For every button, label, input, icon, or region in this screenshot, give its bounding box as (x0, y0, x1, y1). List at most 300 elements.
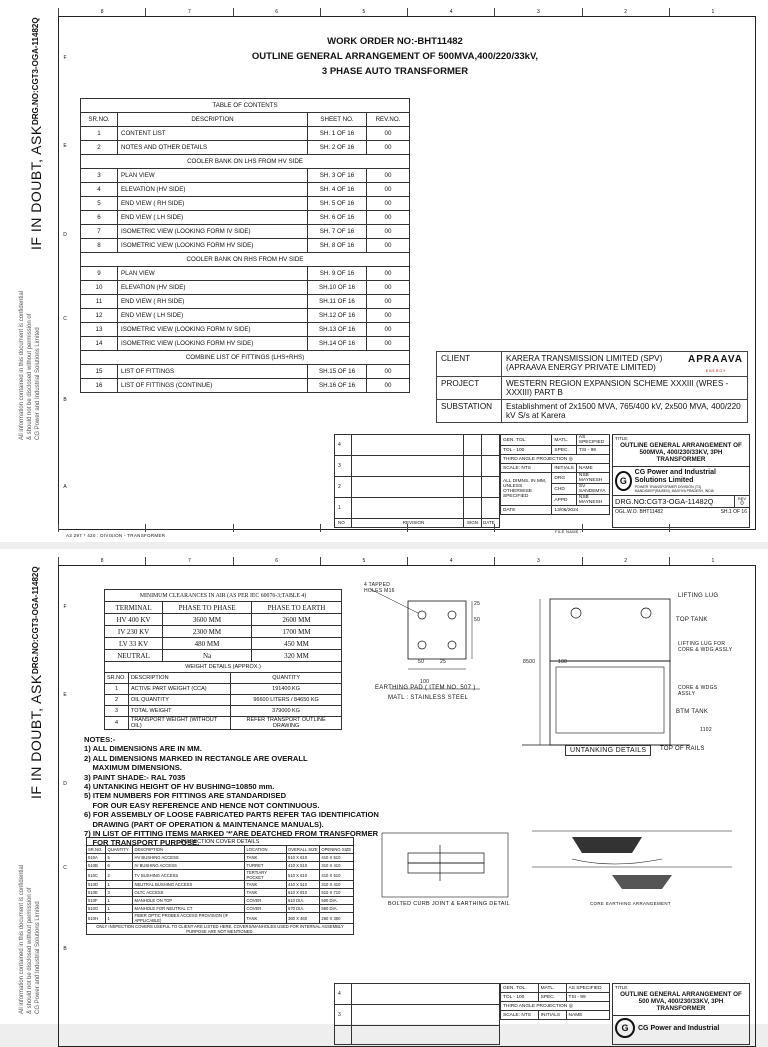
revision-row: 3 (335, 456, 499, 477)
column-marker: 5 (320, 8, 407, 16)
inspection-footnote: ONLY INSPECTION COVERS USEFUL TO CLIENT ARE LISTED HERE, COVERS/MANHOLES USED FOR INTERNAL ASSEMBLY PURPOSE ARE NOT MENTIONED. (87, 924, 354, 935)
table-row (81, 141, 410, 155)
row-marker: D (63, 232, 67, 238)
note-line: 7) IN LIST OF FITTING ITEMS MARKED '*'ARE DEATCHED FROM TRANSFORMER (84, 829, 379, 839)
table-cell: 00 (367, 309, 410, 323)
column-marker: 3 (494, 557, 581, 565)
table-row (87, 889, 354, 897)
drg-initials: NSB (578, 473, 589, 478)
table-cell: ISOMETRIC VIEW (LOOKING FORM IV SIDE) (118, 323, 308, 337)
table-row (87, 862, 354, 870)
toc-section-row (81, 253, 410, 267)
table-row (81, 183, 410, 197)
column-marker (494, 524, 581, 532)
table-cell: ISOMETRIC VIEW (LOOKING FORM HV SIDE) (118, 239, 308, 253)
column-marker: 8 (58, 557, 145, 565)
column-marker (233, 524, 320, 532)
table-cell: 14 (81, 337, 118, 351)
note-line: 3) PAINT SHADE:- RAL 7035 (84, 772, 186, 782)
drawing-title (230, 34, 560, 79)
table-row (81, 379, 410, 393)
table-row (81, 197, 410, 211)
column-marker: 1 (669, 8, 756, 16)
toc-heading-row (81, 99, 410, 113)
toc-heading: TABLE OF CONTENTS (81, 99, 410, 113)
column-marker: 2 (582, 557, 669, 565)
confidential-line: All information contained in this document is confidential (19, 290, 25, 440)
column-marker (320, 524, 407, 532)
table-cell: 1 (106, 913, 133, 924)
note-line: 2) ALL DIMENSIONS MARKED IN RECTANGLE ARE OVERALL (84, 753, 308, 763)
revision-row: 4 (335, 984, 499, 1005)
table-cell: END VIEW ( LH SIDE) (118, 211, 308, 225)
table-row (87, 897, 354, 905)
row-marker: F (63, 55, 67, 61)
table-cell: NOTES AND OTHER DETAILS (118, 141, 308, 155)
gen-tol-label: GEN. TOL. (501, 435, 552, 446)
row-marker: B (63, 397, 67, 403)
spec-value: TSI - 99 (566, 993, 609, 1002)
table-row (105, 706, 342, 717)
chd-name: SANDEMYA (578, 489, 606, 494)
inspection-heading: INSPECTION COVER DETAILS (87, 838, 354, 846)
chd-signoff (576, 484, 609, 495)
confidential-note (18, 291, 42, 440)
table-cell: 4 (105, 717, 129, 730)
table-row (81, 169, 410, 183)
table-cell: 2 (81, 141, 118, 155)
if-in-doubt-ask: IF IN DOUBT, ASK (28, 125, 44, 250)
table-cell: SH.12 OF 16 (308, 309, 367, 323)
table-cell: 2 (105, 695, 129, 706)
note-line: FOR TRANSPORT PURPOSE. (84, 838, 200, 848)
chd-label: CHD (552, 484, 576, 495)
toc-section-row (81, 351, 410, 365)
matl-value: AS SPECIFIED (576, 435, 609, 446)
core-earthing-caption: CORE EARTHING ARRANGEMENT (590, 901, 671, 906)
title-label: TITLE: (615, 436, 629, 441)
initials-header: INITIALS (538, 1011, 566, 1020)
spec-value: TSI - 99 (576, 446, 609, 455)
table-cell: TERTIARY POCKET (245, 870, 287, 881)
table-cell: 410 X 510 (320, 870, 354, 881)
table-row (87, 854, 354, 862)
column-marker: 1 (669, 557, 756, 565)
table-cell: NEUTRAL (105, 650, 163, 662)
name-header: NAME (566, 1011, 609, 1020)
table-cell: 510H (87, 913, 106, 924)
dims-note: ALL DIMNS. IN MM, UNLESS OTHERWISE SPECIFIED (501, 473, 552, 506)
table-cell: 1 (106, 905, 133, 913)
table-cell: SH. 1 OF 16 (308, 127, 367, 141)
table-cell: 00 (367, 365, 410, 379)
column-marker: 3 (494, 8, 581, 16)
title-block (612, 434, 750, 528)
tapped-holes-label: 4 TAPPED HOLES M16 (364, 582, 395, 594)
column-marker: 7 (145, 8, 232, 16)
column-ruler-top (58, 557, 756, 565)
cg-logo-icon: G (615, 471, 632, 491)
projection-label: THIRD ANGLE PROJECTION (503, 1003, 568, 1009)
column-header: QUANTITY (106, 846, 133, 854)
column-header: PHASE TO PHASE (163, 602, 252, 614)
ogl-value: BHT11482 (639, 509, 663, 515)
column-marker: 4 (407, 8, 494, 16)
table-cell: 510 X 610 (286, 870, 319, 881)
table-cell: IV BUSHING ACCESS (133, 862, 245, 870)
sign-header: SIGN (467, 520, 479, 525)
company-name: CG Power and Industrial Solutions Limited (634, 469, 716, 484)
projection-cell (501, 1002, 610, 1011)
untanking-drawing (510, 585, 750, 765)
table-cell: MANHOLE FOR NEUTRAL CT (133, 905, 245, 913)
table-cell: LIST OF FITTINGS (118, 365, 308, 379)
table-cell: 00 (367, 379, 410, 393)
lifting-core-label: LIFTING LUG FOR CORE & WDG ASSLY (678, 641, 733, 653)
table-cell: 260 X 360 (320, 913, 354, 924)
table-cell: 00 (367, 281, 410, 295)
table-cell: 670 DIA. (286, 905, 319, 913)
ogl-label: OGL.W.O. (615, 509, 639, 515)
column-ruler-bottom (58, 524, 756, 532)
lifting-lug-label: LIFTING LUG (678, 593, 719, 599)
column-header: QUANTITY (231, 673, 342, 684)
core-label: CORE & WDGS ASSLY (678, 685, 718, 697)
projection-cell (501, 455, 610, 464)
appd-label: APPD (552, 495, 576, 506)
drg-signoff (576, 473, 609, 484)
table-cell: 8 (81, 239, 118, 253)
table-row (81, 337, 410, 351)
table-cell: 379000 KG (231, 706, 342, 717)
table-cell: 1 (106, 881, 133, 889)
table-cell: ACTIVE PART WEIGHT (CCA) (128, 684, 230, 695)
table-cell: SH.10 OF 16 (308, 281, 367, 295)
scale-label: SCALE: NTS (501, 464, 552, 473)
table-cell: 320 MM (251, 650, 341, 662)
row-marker: B (63, 946, 67, 952)
vertical-drawing-number: DRG.NO:CGT3-OGA-11482Q (31, 566, 40, 674)
table-cell: 410 X 510 (286, 881, 319, 889)
drawing-number: DRG.NO:CGT3-OGA-11482Q (615, 497, 714, 506)
table-cell: IV 230 KV (105, 626, 163, 638)
table-cell: HV BUSHING ACCESS (133, 854, 245, 862)
table-cell: 3 (81, 169, 118, 183)
column-marker: 6 (233, 8, 320, 16)
table-row (105, 638, 342, 650)
table-cell: MANHOLE ON TOP (133, 897, 245, 905)
vertical-drawing-number: DRG.NO:CGT3-OGA-11482Q (31, 17, 40, 125)
table-row (81, 281, 410, 295)
note-line: NOTES:- (84, 735, 116, 744)
tolerance-block (500, 434, 610, 515)
table-cell: 510 X 610 (286, 854, 319, 862)
table-row (105, 626, 342, 638)
toc-section-label: COOLER BANK ON LHS FROM HV SIDE (81, 155, 410, 169)
table-cell: CONTENT LIST (118, 127, 308, 141)
clearance-heading: MINIMUM CLEARANCES IN AIR (AS PER IEC 60076-3;TABLE 4) (105, 590, 342, 602)
sheet-number: SH.1 OF 16 (720, 509, 747, 515)
column-ruler-top (58, 8, 756, 16)
spec-label: SPEC. (552, 446, 576, 455)
column-marker (582, 524, 669, 532)
revision-row: 3 (335, 1005, 499, 1026)
table-cell: LIST OF FITTINGS (CONTINUE) (118, 379, 308, 393)
title-line: OUTLINE GENERAL ARRANGEMENT OF 500MVA,400/220/33kV, (251, 51, 539, 62)
revision-row: 4 (335, 435, 499, 456)
table-cell: 510C (87, 870, 106, 881)
table-cell: TOTAL WEIGHT (128, 706, 230, 717)
table-cell: SH.16 OF 16 (308, 379, 367, 393)
apraava-logo: APRAAVA (688, 354, 743, 365)
table-cell: 00 (367, 141, 410, 155)
table-cell: ISOMETRIC VIEW (LOOKING FORM IV SIDE) (118, 225, 308, 239)
column-header: DESCRIPTION (133, 846, 245, 854)
column-marker: 5 (320, 557, 407, 565)
earthing-pad-label: EARTHING PAD ( ITEM NO. 507 ) (375, 685, 476, 691)
table-cell: SH.13 OF 16 (308, 323, 367, 337)
table-cell: 510A (87, 854, 106, 862)
appd-initials: NSB (578, 495, 589, 500)
toc-section-row (81, 155, 410, 169)
curb-joint-drawing (380, 831, 510, 899)
table-cell: 12 (81, 309, 118, 323)
table-cell: 610 DIA. (286, 897, 319, 905)
logo-subtitle: E N E R G Y (705, 369, 726, 373)
note-line: FOR OUR EASY REFERENCE AND HENCE NOT CONTINUOUS. (84, 800, 320, 810)
column-header: SR.NO. (87, 846, 106, 854)
initials-header: INITIALS (552, 464, 576, 473)
project-info-table (436, 351, 748, 423)
table-cell: PLAN VIEW (118, 169, 308, 183)
table-cell: Na (163, 650, 252, 662)
column-marker (407, 524, 494, 532)
table-cell: TANK (245, 913, 287, 924)
projection-label: THIRD ANGLE PROJECTION (503, 456, 568, 462)
client-cell (502, 352, 748, 377)
table-row (87, 913, 354, 924)
table-cell: SH. 4 OF 16 (308, 183, 367, 197)
earthing-pad-material: MATL : STAINLESS STEEL (388, 695, 469, 701)
table-cell: PLAN VIEW (118, 267, 308, 281)
client-label: CLIENT (437, 352, 502, 377)
table-cell: 3 (105, 706, 129, 717)
table-cell: 610 X 810 (286, 889, 319, 897)
rev-no-header: NO (338, 520, 345, 525)
project-label: PROJECT (437, 377, 502, 400)
sheet-footer: A3 297 * 420 : DIVISION - TRANSFORMER (66, 533, 166, 538)
table-cell: 00 (367, 169, 410, 183)
substation-label: SUBSTATION (437, 400, 502, 423)
drawing-sheet-2 (0, 549, 768, 1033)
dimension-label: 50 (418, 659, 425, 665)
company-name: CG Power and Industrial (638, 1024, 720, 1032)
drg-label: DRG (552, 473, 576, 484)
row-marker: C (63, 316, 67, 322)
table-row (105, 614, 342, 626)
table-cell: 11 (81, 295, 118, 309)
table-cell: 10 (81, 281, 118, 295)
general-notes (84, 735, 379, 848)
note-line: 5) ITEM NUMBERS FOR FITTINGS ARE STANDARDISED (84, 791, 287, 801)
table-row (81, 239, 410, 253)
table-cell: OLTC ACCESS (133, 889, 245, 897)
table-cell: COVER (245, 897, 287, 905)
revision-row: 2 (335, 477, 499, 498)
revision-header: REVISION (402, 520, 425, 525)
chd-initials: SV (578, 484, 586, 489)
table-row (81, 309, 410, 323)
table-row (81, 225, 410, 239)
table-cell: 00 (367, 197, 410, 211)
revision-row: 1 (335, 498, 499, 519)
table-cell: SH. 7 OF 16 (308, 225, 367, 239)
row-marker: D (63, 781, 67, 787)
revision-block (334, 983, 500, 1045)
if-in-doubt-ask: IF IN DOUBT, ASK (28, 674, 44, 799)
table-cell: 2 (106, 870, 133, 881)
dimension-label: 100 (558, 659, 568, 665)
matl-label: MATL. (538, 984, 566, 993)
table-cell: 510B (87, 862, 106, 870)
table-cell: 15 (81, 365, 118, 379)
table-row (81, 127, 410, 141)
table-row (105, 717, 342, 730)
title-label: TITLE: (615, 985, 629, 990)
note-line: 6) FOR ASSEMBLY OF LOOSE FABRICATED PARTS REFER TAG IDENTIFICATION (84, 810, 379, 820)
table-cell: 6 (106, 862, 133, 870)
table-cell: TRANSPORT WEIGHT (WITHOUT OIL) (128, 717, 230, 730)
division: POWER TRANSFORMER DIVISION (T3) (634, 485, 702, 489)
table-cell: 00 (367, 295, 410, 309)
table-cell: 2600 MM (251, 614, 341, 626)
column-header: REV.NO. (367, 113, 410, 127)
btm-tank-label: BTM TANK (676, 709, 709, 715)
table-row (81, 323, 410, 337)
table-cell: 480 MM (163, 638, 252, 650)
column-header: DESCRIPTION (128, 673, 230, 684)
column-header: TERMINAL (105, 602, 163, 614)
column-marker: 7 (145, 557, 232, 565)
table-cell: 7 (81, 225, 118, 239)
table-cell: 310 X 410 (320, 862, 354, 870)
table-cell: 9 (81, 267, 118, 281)
dimension-label: 25 (474, 601, 481, 607)
table-cell: END VIEW ( RH SIDE) (118, 197, 308, 211)
table-cell: 410 X 510 (286, 862, 319, 870)
name-header: NAME (576, 464, 609, 473)
table-cell: 410 X 510 (320, 854, 354, 862)
column-marker (145, 524, 232, 532)
table-row (87, 881, 354, 889)
dimension-label: 50 (474, 617, 481, 623)
appd-name: MAYNESH (578, 500, 603, 505)
revision-block (334, 434, 500, 528)
confidential-line: & should not be disclosed without permission of (27, 887, 33, 1014)
gen-tol-label: GEN. TOL. (501, 984, 539, 993)
column-header: OPENING SIZE (320, 846, 354, 854)
date-header: DATE (483, 520, 495, 525)
table-cell: 00 (367, 239, 410, 253)
appd-signoff (576, 495, 609, 506)
table-cell: 310 X 410 (320, 881, 354, 889)
table-cell: SH.15 OF 16 (308, 365, 367, 379)
table-cell: TANK (245, 854, 287, 862)
matl-value: AS SPECIFIED (566, 984, 609, 993)
curb-detail-caption: BOLTED CURB JOINT & EARTHING DETAIL (388, 901, 510, 907)
row-marker: E (63, 692, 67, 698)
sheet-title: OUTLINE GENERAL ARRANGEMENT OF 500 MVA, 400/230/33KV, 3PH TRANSFORMER (620, 991, 742, 1012)
table-cell: 1 (106, 897, 133, 905)
clearance-table (104, 589, 342, 662)
table-cell: 3 (106, 889, 133, 897)
work-order-number: WORK ORDER NO:-BHT11482 (327, 36, 463, 47)
table-cell: SH. 5 OF 16 (308, 197, 367, 211)
note-line: 1) ALL DIMENSIONS ARE IN MM. (84, 744, 202, 754)
title-line: 3 PHASE AUTO TRANSFORMER (321, 66, 469, 77)
column-header: SR.NO. (105, 673, 129, 684)
column-header: LOCATION (245, 846, 287, 854)
tol-value: TOL - 100 (501, 446, 552, 455)
confidential-line: CG Power and Industrial Solutions Limited (35, 327, 41, 440)
table-cell: 510G (87, 905, 106, 913)
table-cell: 450 MM (251, 638, 341, 650)
table-cell: 4 (81, 183, 118, 197)
project-value: WESTERN REGION EXPANSION SCHEME XXXIII (WRES - XXXIII) PART B (502, 377, 748, 400)
table-row (105, 684, 342, 695)
table-cell: 00 (367, 337, 410, 351)
client-value: KARERA TRANSMISSION LIMITED (SPV) (APRAAVA ENERGY PRIVATE LIMITED) (506, 354, 663, 372)
dimension-label: 25 (440, 659, 447, 665)
confidential-line: & should not be disclosed without permission of (27, 313, 33, 440)
table-cell: HV 400 KV (105, 614, 163, 626)
table-row (87, 870, 354, 881)
title-block (612, 983, 750, 1045)
toc-section-label: COOLER BANK ON RHS FROM HV SIDE (81, 253, 410, 267)
column-marker: 8 (58, 8, 145, 16)
table-cell: 1700 MM (251, 626, 341, 638)
table-cell: 96600 LITERS / 84650 KG (231, 695, 342, 706)
toc-section-label: COMBINE LIST OF FITTINGS (LHS+RHS) (81, 351, 410, 365)
table-cell: ISOMETRIC VIEW (LOOKING FORM HV SIDE) (118, 337, 308, 351)
table-cell: 00 (367, 267, 410, 281)
column-header: SHEET NO. (308, 113, 367, 127)
table-cell: 191400 KG (231, 684, 342, 695)
table-row (87, 905, 354, 913)
table-cell: 00 (367, 323, 410, 337)
table-cell: 5 (106, 854, 133, 862)
table-cell: SH. 8 OF 16 (308, 239, 367, 253)
weight-table (104, 661, 342, 730)
column-header: PHASE TO EARTH (251, 602, 341, 614)
table-cell: 510 X 710 (320, 889, 354, 897)
column-marker: 6 (233, 557, 320, 565)
date-label: DATE (501, 506, 552, 515)
column-header: SR.NO. (81, 113, 118, 127)
top-of-rails-label: TOP OF RAILS (660, 746, 705, 752)
table-cell: 5 (81, 197, 118, 211)
table-cell: 3600 MM (163, 614, 252, 626)
dimension-label: 1102 (700, 727, 712, 733)
table-cell: FIBER OPTIC PROBES ACCESS PROVISION (IF APPLICABLE) (133, 913, 245, 924)
table-cell: TANK (245, 889, 287, 897)
row-marker: C (63, 865, 67, 871)
table-cell: 510D (87, 881, 106, 889)
table-cell: NEUTRAL BUSHING ACCESS (133, 881, 245, 889)
table-cell: 1 (105, 684, 129, 695)
table-cell: SH. 2 OF 16 (308, 141, 367, 155)
table-cell: 00 (367, 225, 410, 239)
